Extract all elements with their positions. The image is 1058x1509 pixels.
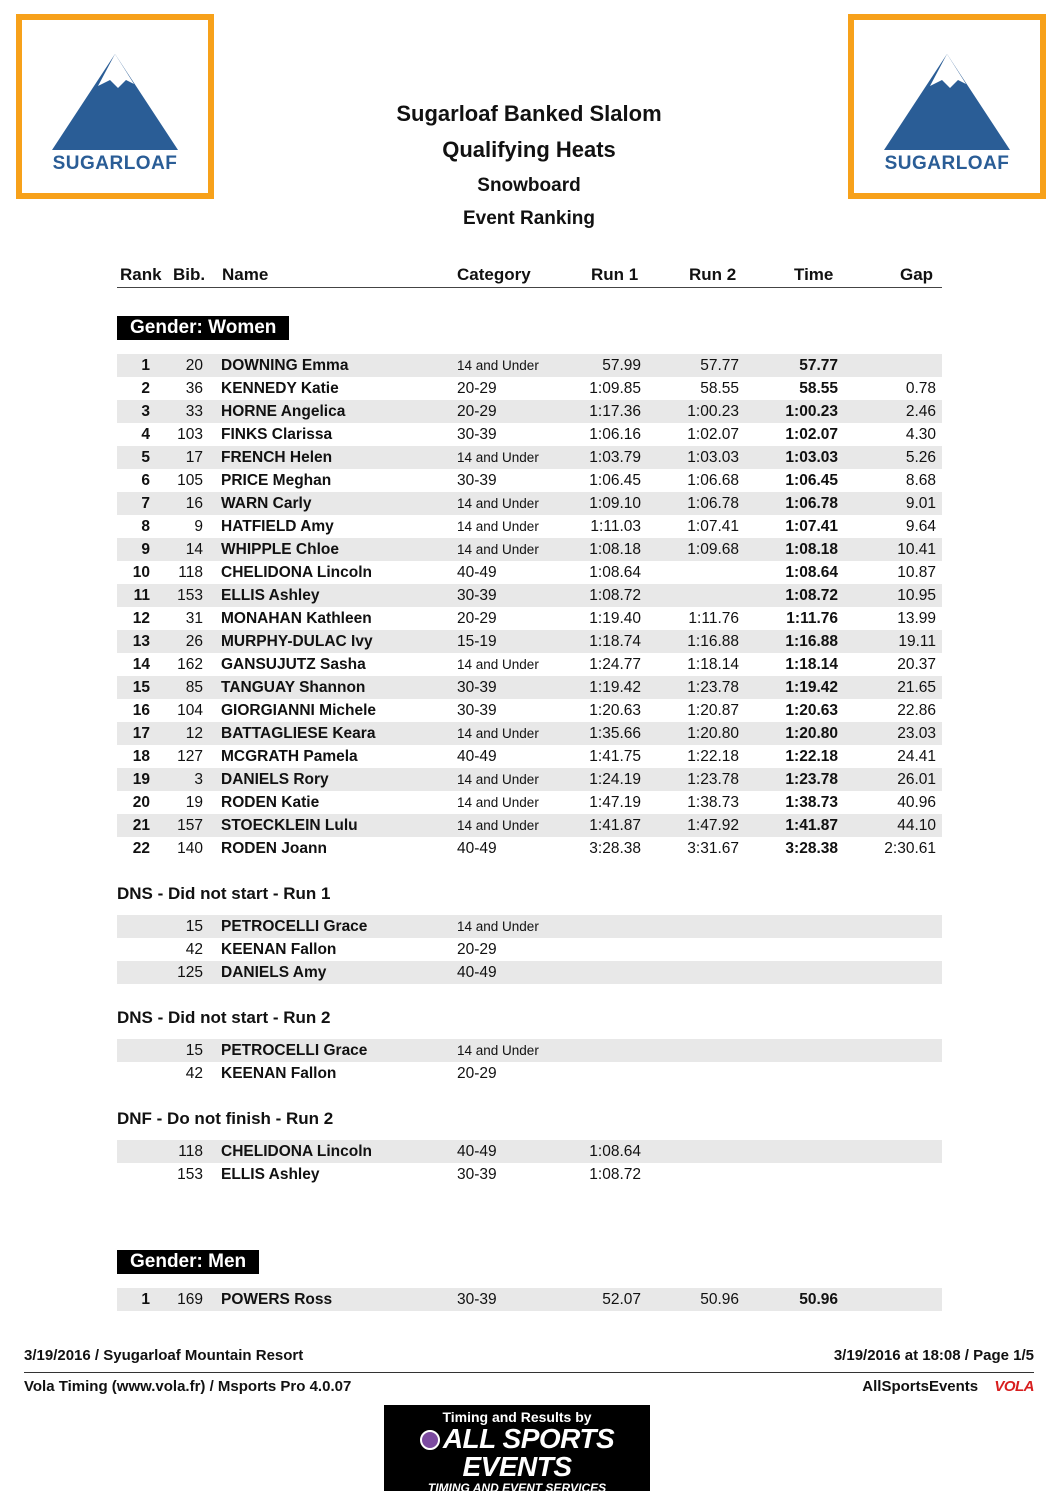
category-cell: 14 and Under <box>457 496 539 511</box>
rank-cell: 21 <box>132 817 150 834</box>
gap-cell: 0.78 <box>905 380 936 397</box>
event-title: Sugarloaf Banked Slalom <box>396 101 662 126</box>
run2-cell: 1:23.78 <box>687 771 739 788</box>
gap-cell: 19.11 <box>898 633 936 650</box>
time-cell: 1:20.80 <box>785 725 838 742</box>
bib-cell: 20 <box>185 357 203 374</box>
col-bib: Bib. <box>173 265 206 284</box>
time-cell: 1:20.63 <box>785 702 838 719</box>
report-title: Event Ranking <box>463 208 595 229</box>
run2-cell: 1:03.03 <box>687 449 739 466</box>
time-cell: 57.77 <box>799 357 838 374</box>
bib-cell: 9 <box>194 518 203 535</box>
name-cell: KENNEDY Katie <box>221 380 339 397</box>
col-name: Name <box>222 265 269 284</box>
category-cell: 30-39 <box>457 1166 497 1183</box>
category-cell: 30-39 <box>457 426 497 443</box>
gap-cell: 40.96 <box>897 794 936 811</box>
dns-run2-title: DNS - Did not start - Run 2 <box>117 1008 331 1027</box>
time-cell: 3:28.38 <box>785 840 838 857</box>
run1-cell: 1:19.42 <box>589 679 641 696</box>
category-cell: 20-29 <box>457 1065 497 1082</box>
category-cell: 14 and Under <box>457 519 539 534</box>
rank-cell: 16 <box>132 702 150 719</box>
run1-cell: 1:09.85 <box>589 380 641 397</box>
rank-cell: 8 <box>141 518 150 535</box>
status-row <box>117 938 942 961</box>
name-cell: WHIPPLE Chloe <box>221 541 339 558</box>
category-cell: 40-49 <box>457 840 497 857</box>
gap-cell: 4.30 <box>905 426 936 443</box>
col-category: Category <box>457 265 531 284</box>
event-subtitle: Qualifying Heats <box>442 137 616 162</box>
run2-cell: 50.96 <box>700 1291 739 1308</box>
name-cell: POWERS Ross <box>221 1291 333 1308</box>
result-row <box>117 377 942 400</box>
col-run1: Run 1 <box>591 265 639 284</box>
name-cell: RODEN Joann <box>221 840 327 857</box>
name-cell: RODEN Katie <box>221 794 320 811</box>
run1-cell: 1:08.18 <box>589 541 641 558</box>
category-cell: 14 and Under <box>457 358 539 373</box>
footer-organizer <box>862 1378 1034 1395</box>
rank-cell: 1 <box>141 357 150 374</box>
time-cell: 1:08.18 <box>785 541 838 558</box>
time-cell: 1:03.03 <box>785 449 838 466</box>
run1-cell: 1:41.87 <box>589 817 641 834</box>
gap-cell: 44.10 <box>897 817 936 834</box>
category-cell: 14 and Under <box>457 1043 539 1058</box>
bib-cell: 153 <box>177 587 203 604</box>
rank-cell: 9 <box>141 541 150 558</box>
category-cell: 20-29 <box>457 610 497 627</box>
category-cell: 30-39 <box>457 702 497 719</box>
bib-cell: 14 <box>185 541 203 558</box>
category-cell: 40-49 <box>457 748 497 765</box>
vola-logo: VOLA <box>994 1378 1034 1395</box>
name-cell: MURPHY-DULAC Ivy <box>221 633 373 650</box>
bib-cell: 140 <box>177 840 203 857</box>
bib-cell: 12 <box>185 725 203 742</box>
run1-cell: 1:41.75 <box>589 748 641 765</box>
name-cell: WARN Carly <box>221 495 312 512</box>
run1-cell: 52.07 <box>602 1291 641 1308</box>
name-cell: HATFIELD Amy <box>221 518 334 535</box>
result-row <box>117 538 942 561</box>
category-cell: 14 and Under <box>457 542 539 557</box>
result-row <box>117 791 942 814</box>
run2-cell: 1:22.18 <box>687 748 739 765</box>
name-cell: ELLIS Ashley <box>221 1166 320 1183</box>
time-cell: 1:16.88 <box>785 633 838 650</box>
run2-cell: 1:06.68 <box>687 472 739 489</box>
run1-cell: 1:06.45 <box>589 472 641 489</box>
banner-line3: TIMING AND EVENT SERVICES <box>427 1481 607 1495</box>
gap-cell: 23.03 <box>897 725 936 742</box>
rank-cell: 2 <box>141 380 150 397</box>
bib-cell: 162 <box>177 656 203 673</box>
column-headers <box>117 264 942 288</box>
rank-cell: 22 <box>132 840 150 857</box>
sugarloaf-logo-right <box>848 14 1046 199</box>
bib-cell: 36 <box>185 380 203 397</box>
run1-cell: 1:03.79 <box>589 449 641 466</box>
gap-cell: 13.99 <box>897 610 936 627</box>
rank-cell: 13 <box>132 633 150 650</box>
bib-cell: 118 <box>178 564 203 581</box>
run1-cell: 1:11.03 <box>590 518 641 535</box>
run2-cell: 1:18.14 <box>687 656 739 673</box>
bib-cell: 15 <box>185 918 203 935</box>
run1-cell: 1:24.19 <box>589 771 641 788</box>
run1-cell: 1:08.64 <box>589 564 641 581</box>
gender-men-header: Gender: Men <box>117 1250 259 1274</box>
time-cell: 1:06.45 <box>785 472 838 489</box>
run1-cell: 1:19.40 <box>589 610 641 627</box>
gap-cell: 21.65 <box>897 679 936 696</box>
document-titles <box>230 100 828 231</box>
bib-cell: 31 <box>185 610 203 627</box>
category-cell: 14 and Under <box>457 772 539 787</box>
dnf-run2-title: DNF - Do not finish - Run 2 <box>117 1109 334 1128</box>
name-cell: BATTAGLIESE Keara <box>221 725 376 742</box>
name-cell: CHELIDONA Lincoln <box>221 1143 372 1160</box>
category-cell: 30-39 <box>457 472 497 489</box>
rank-cell: 6 <box>141 472 150 489</box>
run2-cell: 1:38.73 <box>687 794 739 811</box>
bib-cell: 17 <box>185 449 203 466</box>
result-row <box>117 745 942 768</box>
rank-cell: 10 <box>132 564 150 581</box>
footer-organizer-name: AllSportsEvents <box>862 1378 979 1395</box>
name-cell: PETROCELLI Grace <box>221 1042 368 1059</box>
name-cell: PETROCELLI Grace <box>221 918 368 935</box>
run1-cell: 1:08.72 <box>589 1166 641 1183</box>
gender-women-header: Gender: Women <box>117 316 289 340</box>
rank-cell: 20 <box>132 794 150 811</box>
name-cell: DANIELS Rory <box>221 771 329 788</box>
category-cell: 15-19 <box>457 633 497 650</box>
result-row <box>117 653 942 676</box>
bib-cell: 33 <box>185 403 203 420</box>
rank-cell: 19 <box>132 771 150 788</box>
run1-cell: 1:35.66 <box>589 725 641 742</box>
time-cell: 1:22.18 <box>785 748 838 765</box>
run2-cell: 1:16.88 <box>687 633 739 650</box>
banner-line2 <box>384 1425 650 1481</box>
banner-brand: ALL SPORTS EVENTS <box>442 1423 615 1482</box>
run1-cell: 1:08.64 <box>589 1143 641 1160</box>
run1-cell: 1:17.36 <box>589 403 641 420</box>
status-row <box>117 961 942 984</box>
result-row <box>117 561 942 584</box>
gap-cell: 26.01 <box>897 771 936 788</box>
time-cell: 1:41.87 <box>785 817 838 834</box>
time-cell: 1:08.72 <box>785 587 838 604</box>
footer-software: Vola Timing (www.vola.fr) / Msports Pro 4.0.07 <box>24 1378 352 1395</box>
result-row <box>117 400 942 423</box>
name-cell: DANIELS Amy <box>221 964 327 981</box>
rank-cell: 5 <box>141 449 150 466</box>
category-cell: 14 and Under <box>457 795 539 810</box>
rank-cell: 11 <box>133 587 150 604</box>
time-cell: 1:19.42 <box>785 679 838 696</box>
time-cell: 1:06.78 <box>785 495 838 512</box>
bib-cell: 15 <box>185 1042 203 1059</box>
gap-cell: 2:30.61 <box>884 840 936 857</box>
gap-cell: 8.68 <box>905 472 936 489</box>
dns-run1-title: DNS - Did not start - Run 1 <box>117 884 331 903</box>
result-row <box>117 676 942 699</box>
gap-cell: 24.41 <box>897 748 936 765</box>
bib-cell: 105 <box>177 472 203 489</box>
category-cell: 40-49 <box>457 964 497 981</box>
footer-date-venue: 3/19/2016 / Syugarloaf Mountain Resort <box>24 1347 304 1364</box>
bib-cell: 3 <box>194 771 203 788</box>
bib-cell: 118 <box>178 1143 203 1160</box>
status-row <box>117 1163 942 1186</box>
run2-cell: 1:06.78 <box>687 495 739 512</box>
category-cell: 14 and Under <box>457 818 539 833</box>
gap-cell: 10.95 <box>897 587 936 604</box>
bib-cell: 19 <box>185 794 203 811</box>
col-rank: Rank <box>120 265 162 284</box>
category-cell: 30-39 <box>457 679 497 696</box>
category-cell: 14 and Under <box>457 450 539 465</box>
category-cell: 40-49 <box>457 1143 497 1160</box>
run2-cell: 1:09.68 <box>687 541 739 558</box>
category-cell: 14 and Under <box>457 726 539 741</box>
result-row <box>117 607 942 630</box>
logo-word: SUGARLOAF <box>884 153 1010 174</box>
category-cell: 20-29 <box>457 380 497 397</box>
time-cell: 1:23.78 <box>785 771 838 788</box>
bib-cell: 104 <box>177 702 203 719</box>
name-cell: FRENCH Helen <box>221 449 333 466</box>
run2-cell: 1:20.80 <box>687 725 739 742</box>
name-cell: CHELIDONA Lincoln <box>221 564 372 581</box>
all-sports-events-banner <box>384 1405 650 1509</box>
footer-page-info: 3/19/2016 at 18:08 / Page 1/5 <box>833 1347 1034 1364</box>
category-cell: 14 and Under <box>457 657 539 672</box>
time-cell: 1:02.07 <box>785 426 838 443</box>
bib-cell: 26 <box>185 633 203 650</box>
run2-cell: 1:47.92 <box>687 817 739 834</box>
mountain-icon <box>880 50 1014 150</box>
rank-cell: 1 <box>141 1291 150 1308</box>
result-row <box>117 469 942 492</box>
gap-cell: 5.26 <box>905 449 936 466</box>
name-cell: GIORGIANNI Michele <box>221 702 377 719</box>
run1-cell: 1:09.10 <box>589 495 641 512</box>
run2-cell: 1:11.76 <box>688 610 739 627</box>
rank-cell: 18 <box>132 748 150 765</box>
result-row <box>117 515 942 538</box>
discipline-title: Snowboard <box>477 175 581 196</box>
rank-cell: 17 <box>132 725 150 742</box>
name-cell: TANGUAY Shannon <box>221 679 366 696</box>
result-row <box>117 446 942 469</box>
result-row <box>117 423 942 446</box>
bib-cell: 85 <box>185 679 203 696</box>
stopwatch-icon <box>420 1430 440 1450</box>
time-cell: 1:00.23 <box>785 403 838 420</box>
category-cell: 20-29 <box>457 941 497 958</box>
name-cell: DOWNING Emma <box>221 357 349 374</box>
run1-cell: 1:08.72 <box>589 587 641 604</box>
status-row <box>117 1140 942 1163</box>
time-cell: 58.55 <box>799 380 838 397</box>
result-row <box>117 492 942 515</box>
run2-cell: 1:20.87 <box>687 702 739 719</box>
time-cell: 1:18.14 <box>785 656 838 673</box>
gap-cell: 9.01 <box>905 495 936 512</box>
rank-cell: 3 <box>141 403 150 420</box>
bib-cell: 153 <box>177 1166 203 1183</box>
category-cell: 14 and Under <box>457 919 539 934</box>
mountain-icon <box>48 50 182 150</box>
gap-cell: 10.41 <box>897 541 936 558</box>
result-row <box>117 768 942 791</box>
time-cell: 1:08.64 <box>785 564 838 581</box>
run2-cell: 1:23.78 <box>687 679 739 696</box>
col-run2: Run 2 <box>689 265 737 284</box>
name-cell: FINKS Clarissa <box>221 426 333 443</box>
gap-cell: 10.87 <box>897 564 936 581</box>
run2-cell: 1:00.23 <box>687 403 739 420</box>
result-row <box>117 354 942 377</box>
category-cell: 30-39 <box>457 1291 497 1308</box>
col-time: Time <box>794 265 834 284</box>
result-row <box>117 837 942 860</box>
bib-cell: 103 <box>177 426 203 443</box>
status-row <box>117 1062 942 1085</box>
run1-cell: 57.99 <box>602 357 641 374</box>
name-cell: KEENAN Fallon <box>221 1065 337 1082</box>
bib-cell: 157 <box>177 817 203 834</box>
run1-cell: 3:28.38 <box>589 840 641 857</box>
name-cell: STOECKLEIN Lulu <box>221 817 358 834</box>
status-row <box>117 1039 942 1062</box>
bib-cell: 169 <box>177 1291 203 1308</box>
gap-cell: 20.37 <box>897 656 936 673</box>
bib-cell: 42 <box>185 1065 203 1082</box>
time-cell: 50.96 <box>799 1291 838 1308</box>
category-cell: 40-49 <box>457 564 497 581</box>
footer-divider <box>24 1372 1034 1373</box>
result-row <box>117 722 942 745</box>
name-cell: KEENAN Fallon <box>221 941 337 958</box>
result-row <box>117 584 942 607</box>
result-row <box>117 630 942 653</box>
time-cell: 1:38.73 <box>785 794 838 811</box>
rank-cell: 7 <box>141 495 150 512</box>
sugarloaf-logo-left <box>16 14 214 199</box>
result-row <box>117 1288 942 1311</box>
name-cell: MCGRATH Pamela <box>221 748 358 765</box>
run2-cell: 1:02.07 <box>687 426 739 443</box>
banner-line1: Timing and Results by <box>442 1409 592 1425</box>
rank-cell: 14 <box>132 656 150 673</box>
run2-cell: 57.77 <box>700 357 739 374</box>
bib-cell: 16 <box>185 495 203 512</box>
run1-cell: 1:24.77 <box>589 656 641 673</box>
name-cell: MONAHAN Kathleen <box>221 610 372 627</box>
gap-cell: 9.64 <box>905 518 936 535</box>
result-row <box>117 699 942 722</box>
rank-cell: 15 <box>132 679 150 696</box>
run2-cell: 58.55 <box>700 380 739 397</box>
category-cell: 30-39 <box>457 587 497 604</box>
col-gap: Gap <box>900 265 934 284</box>
time-cell: 1:11.76 <box>786 610 838 627</box>
banner-line4: www.allsportsevents.com <box>443 1495 591 1509</box>
gap-cell: 2.46 <box>905 403 936 420</box>
name-cell: PRICE Meghan <box>221 472 332 489</box>
run1-cell: 1:47.19 <box>589 794 641 811</box>
gap-cell: 22.86 <box>897 702 936 719</box>
category-cell: 20-29 <box>457 403 497 420</box>
bib-cell: 125 <box>177 964 203 981</box>
time-cell: 1:07.41 <box>785 518 838 535</box>
run1-cell: 1:18.74 <box>589 633 641 650</box>
name-cell: GANSUJUTZ Sasha <box>221 656 366 673</box>
rank-cell: 12 <box>132 610 150 627</box>
run1-cell: 1:20.63 <box>589 702 641 719</box>
name-cell: HORNE Angelica <box>221 403 346 420</box>
run2-cell: 1:07.41 <box>687 518 739 535</box>
bib-cell: 127 <box>177 748 203 765</box>
name-cell: ELLIS Ashley <box>221 587 320 604</box>
bib-cell: 42 <box>185 941 203 958</box>
status-row <box>117 915 942 938</box>
run1-cell: 1:06.16 <box>589 426 641 443</box>
logo-word: SUGARLOAF <box>52 153 178 174</box>
result-row <box>117 814 942 837</box>
rank-cell: 4 <box>141 426 150 443</box>
run2-cell: 3:31.67 <box>687 840 739 857</box>
